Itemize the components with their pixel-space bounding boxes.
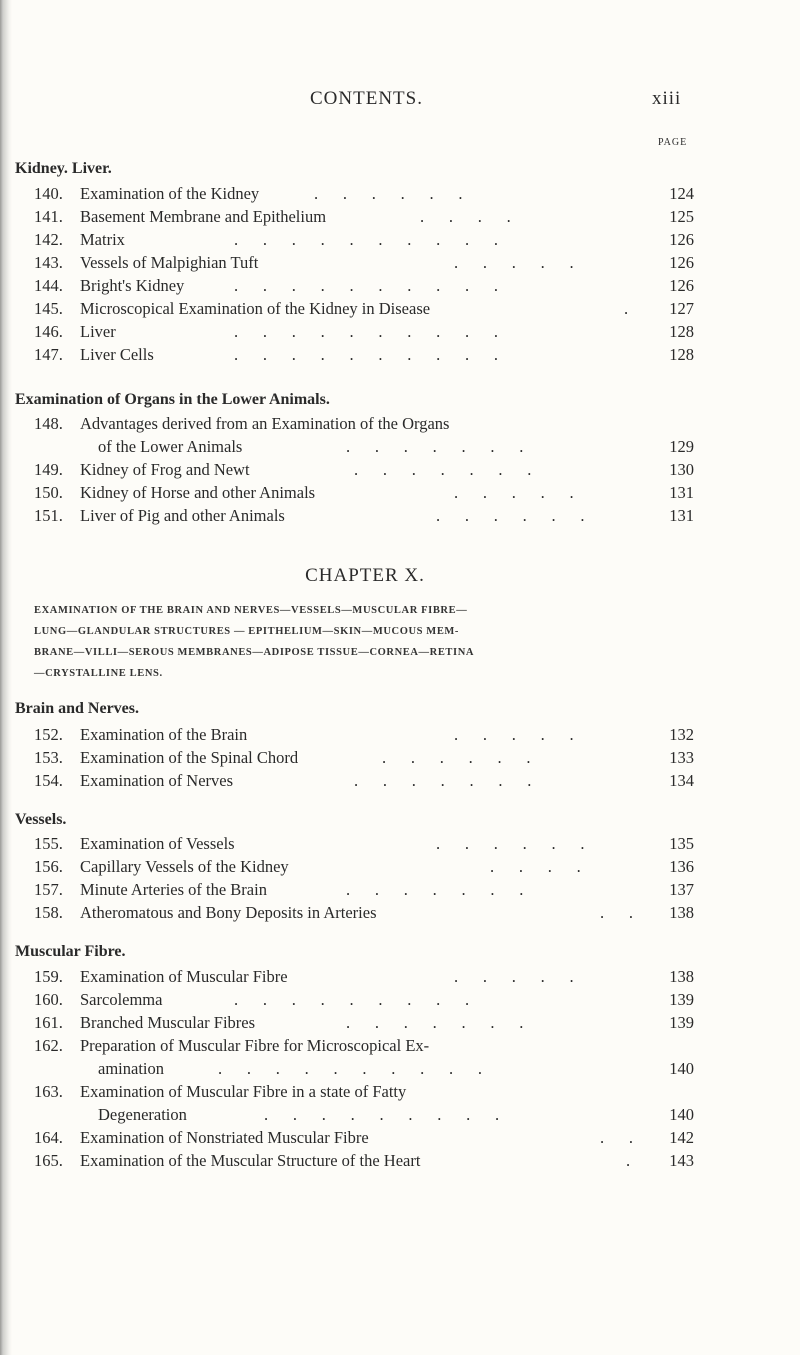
toc-entry <box>34 1128 694 1150</box>
entry-title: Minute Arteries of the Brain <box>80 880 267 899</box>
dot-leader: . . . . . . . <box>354 771 532 790</box>
toc-entry-continuation <box>34 437 694 459</box>
entry-number: 162. <box>34 1036 63 1055</box>
entry-page: 135 <box>669 834 694 853</box>
toc-entry <box>34 299 694 321</box>
entry-title: Sarcolemma <box>80 990 163 1009</box>
entry-number: 152. <box>34 725 63 744</box>
toc-entry <box>34 748 694 770</box>
entry-title: Capillary Vessels of the Kidney <box>80 857 289 876</box>
entry-number: 142. <box>34 230 63 249</box>
dot-leader: . . . . . . <box>382 748 531 767</box>
dot-leader: . . . . . . . . . . <box>234 322 498 341</box>
entry-number: 159. <box>34 967 63 986</box>
toc-entry <box>34 460 694 482</box>
dot-leader: . . . . . <box>454 725 574 744</box>
entry-title: Examination of Nonstriated Muscular Fibre <box>80 1128 369 1147</box>
entry-page: 126 <box>669 230 694 249</box>
entry-number: 150. <box>34 483 63 502</box>
entry-title: Examination of Nerves <box>80 771 234 790</box>
entry-number: 160. <box>34 990 63 1009</box>
entry-number: 164. <box>34 1128 63 1147</box>
dot-leader: . . . . . . . . . . <box>218 1059 482 1078</box>
dot-leader: . . <box>600 903 633 922</box>
synopsis-line: BRANE—VILLI—SEROUS MEMBRANES—ADIPOSE TISSUE—CORNEA—RETINA <box>34 647 475 658</box>
toc-entry-continuation <box>34 1105 694 1127</box>
entry-title: Liver of Pig and other Animals <box>80 506 285 525</box>
toc-entry <box>34 1082 694 1104</box>
entry-page: 133 <box>669 748 694 767</box>
page-column-label: PAGE <box>658 137 688 148</box>
dot-leader: . . . . . . . <box>346 880 524 899</box>
entry-page: 126 <box>669 253 694 272</box>
toc-entry <box>34 207 694 229</box>
entry-number: 156. <box>34 857 63 876</box>
toc-entry <box>34 483 694 505</box>
dot-leader: . . . . . . . <box>354 460 532 479</box>
dot-leader: . . . . . . <box>314 184 463 203</box>
entry-page: 126 <box>669 276 694 295</box>
entry-page: 124 <box>669 184 694 203</box>
entry-number: 163. <box>34 1082 63 1101</box>
entry-number: 165. <box>34 1151 63 1170</box>
entry-page: 140 <box>669 1105 694 1124</box>
dot-leader: . <box>626 1151 631 1170</box>
entry-title: Microscopical Examination of the Kidney in Disease <box>80 299 431 318</box>
toc-entry-continuation <box>34 1059 694 1081</box>
dot-leader: . . . . . . <box>436 506 585 525</box>
entry-page: 138 <box>669 903 694 922</box>
dot-leader: . . . . . . . . . <box>234 990 470 1009</box>
toc-entry <box>34 322 694 344</box>
entry-number: 155. <box>34 834 63 853</box>
toc-entry <box>34 880 694 902</box>
entry-page: 129 <box>669 437 694 456</box>
entry-number: 147. <box>34 345 63 364</box>
entry-page: 142 <box>669 1128 694 1147</box>
entry-title: Examination of Muscular Fibre in a state of Fatty <box>80 1082 407 1101</box>
entry-title: Preparation of Muscular Fibre for Microscopical Ex- <box>80 1036 430 1055</box>
entry-title: Advantages derived from an Examination of the Organs <box>80 414 450 433</box>
toc-entry <box>34 184 694 206</box>
entry-title: Kidney of Horse and other Animals <box>80 483 316 502</box>
entry-page: 140 <box>669 1059 694 1078</box>
toc-entry <box>34 506 694 528</box>
entry-page: 134 <box>669 771 694 790</box>
entry-number: 149. <box>34 460 63 479</box>
toc-entry <box>34 1036 694 1058</box>
entry-page: 127 <box>669 299 694 318</box>
section-heading-muscular-fibre: Muscular Fibre. <box>15 943 126 960</box>
dot-leader: . . . . . . . . . . <box>234 230 498 249</box>
chapter-title-text: CHAPTER X. <box>305 565 425 586</box>
toc-entry <box>34 967 694 989</box>
toc-entry <box>34 990 694 1012</box>
dot-leader: . . . . . <box>454 483 574 502</box>
synopsis-line: —CRYSTALLINE LENS. <box>34 668 163 679</box>
entry-page: 131 <box>669 506 694 525</box>
toc-entry <box>34 771 694 793</box>
synopsis-line: LUNG—GLANDULAR STRUCTURES — EPITHELIUM—SKIN—MUCOUS MEM- <box>34 626 460 637</box>
dot-leader: . <box>624 299 629 318</box>
dot-leader: . . . . <box>420 207 511 226</box>
toc-entry <box>34 230 694 252</box>
dot-leader: . . <box>600 1128 633 1147</box>
running-head-title: CONTENTS. <box>310 88 423 109</box>
entry-page: 139 <box>669 990 694 1009</box>
entry-title-continued: Degeneration <box>98 1105 187 1124</box>
section-heading-lower-animals: Examination of Organs in the Lower Animals. <box>15 391 330 408</box>
entry-number: 143. <box>34 253 63 272</box>
entry-number: 161. <box>34 1013 63 1032</box>
entry-title: Basement Membrane and Epithelium <box>80 207 327 226</box>
entry-page: 136 <box>669 857 694 876</box>
entry-title-continued: of the Lower Animals <box>98 437 243 456</box>
entry-page: 128 <box>669 345 694 364</box>
entry-title: Liver <box>80 322 116 341</box>
entry-number: 144. <box>34 276 63 295</box>
toc-entry <box>34 857 694 879</box>
running-head <box>0 88 800 112</box>
entry-number: 148. <box>34 414 63 433</box>
entry-number: 146. <box>34 322 63 341</box>
entry-title: Examination of the Kidney <box>80 184 260 203</box>
dot-leader: . . . . . . . <box>346 437 524 456</box>
entry-title: Kidney of Frog and Newt <box>80 460 250 479</box>
entry-title: Examination of the Spinal Chord <box>80 748 299 767</box>
entry-page: 138 <box>669 967 694 986</box>
entry-title: Vessels of Malpighian Tuft <box>80 253 259 272</box>
dot-leader: . . . . . . . . . . <box>234 276 498 295</box>
page-folio: xiii <box>652 88 682 109</box>
entry-number: 145. <box>34 299 63 318</box>
entry-title: Examination of the Brain <box>80 725 248 744</box>
entry-title: Examination of the Muscular Structure of the Heart <box>80 1151 421 1170</box>
dot-leader: . . . . . <box>454 967 574 986</box>
entry-number: 153. <box>34 748 63 767</box>
entry-title: Liver Cells <box>80 345 154 364</box>
dot-leader: . . . . . . . . . <box>264 1105 500 1124</box>
dot-leader: . . . . . . <box>436 834 585 853</box>
entry-page: 131 <box>669 483 694 502</box>
entry-title: Bright's Kidney <box>80 276 185 295</box>
section-heading-kidney-liver: Kidney. Liver. <box>15 160 112 177</box>
entry-number: 154. <box>34 771 63 790</box>
entry-page: 130 <box>669 460 694 479</box>
entry-page: 139 <box>669 1013 694 1032</box>
entry-title: Branched Muscular Fibres <box>80 1013 256 1032</box>
toc-entry <box>34 276 694 298</box>
toc-entry <box>34 1151 694 1173</box>
entry-number: 141. <box>34 207 63 226</box>
section-heading-brain-nerves: Brain and Nerves. <box>15 700 139 717</box>
chapter-title <box>0 565 800 587</box>
entry-title: Atheromatous and Bony Deposits in Arteries <box>80 903 377 922</box>
section-heading-vessels: Vessels. <box>15 811 67 828</box>
entry-number: 151. <box>34 506 63 525</box>
toc-entry <box>34 725 694 747</box>
entry-number: 158. <box>34 903 63 922</box>
entry-page: 125 <box>669 207 694 226</box>
entry-page: 128 <box>669 322 694 341</box>
toc-entry <box>34 903 694 925</box>
entry-number: 140. <box>34 184 63 203</box>
entry-title: Matrix <box>80 230 125 249</box>
chapter-synopsis <box>34 600 694 700</box>
entry-page: 132 <box>669 725 694 744</box>
entry-title: Examination of Vessels <box>80 834 235 853</box>
synopsis-line: EXAMINATION OF THE BRAIN AND NERVES—VESSELS—MUSCULAR FIBRE— <box>34 605 468 616</box>
toc-entry <box>34 253 694 275</box>
toc-entry <box>34 834 694 856</box>
toc-entry <box>34 414 694 436</box>
entry-title-continued: amination <box>98 1059 164 1078</box>
toc-entry <box>34 345 694 367</box>
dot-leader: . . . . <box>490 857 581 876</box>
entry-page: 137 <box>669 880 694 899</box>
toc-entry <box>34 1013 694 1035</box>
entry-page: 143 <box>669 1151 694 1170</box>
entry-title: Examination of Muscular Fibre <box>80 967 288 986</box>
dot-leader: . . . . . . . <box>346 1013 524 1032</box>
dot-leader: . . . . . <box>454 253 574 272</box>
dot-leader: . . . . . . . . . . <box>234 345 498 364</box>
entry-number: 157. <box>34 880 63 899</box>
